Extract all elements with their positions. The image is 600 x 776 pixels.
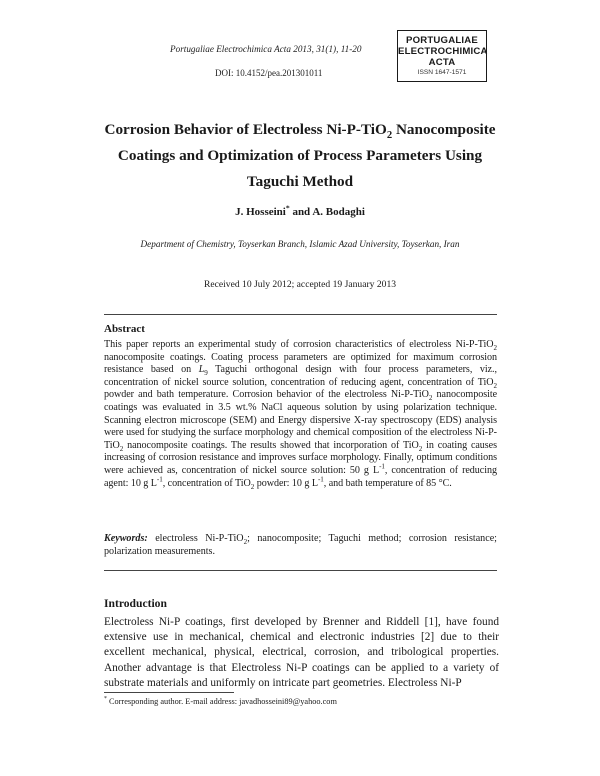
title-line-1: Corrosion Behavior of Electroless Ni-P-TiO$_2$ Nanocomposite bbox=[104, 121, 496, 142]
logo-line-2: ELECTROCHIMICA bbox=[398, 46, 488, 57]
title-line-3: Taguchi Method bbox=[246, 173, 354, 190]
keywords-bottom-rule bbox=[104, 570, 497, 571]
footnote-rule bbox=[104, 692, 234, 693]
abstract-body: This paper reports an experimental study of corrosion characteristics of electroless Ni-P-TiO$_2$ nanocomposite coatings. Coating process parameters are optimized for maximum corrosion resistance based on $L_9$ Taguchi orthogonal design with four process parameters, viz., concentration of nickel source solution, concentration of reducing agent, concentration of TiO$_2$ powder and bath temperature. Corrosion behavior of the electroless Ni-P-TiO$_2$ nanocomposite coatings was evaluated in 3.5 wt.% NaCl aqueous solution by using polarization technique. Scanning electron microscope (SEM) and Energy dispersive X-ray spectroscopy (EDS) analysis were used for studying the surface morphology and chemical composition of the electroless Ni-P-TiO$_2$ nanocomposite coatings. The results showed that incorporation of TiO$_2$ in coating causes increasing of corrosion resistance and improves surface morphology. Finally, optimum conditions were achieved as, concentration of nickel source solution: 50 g $L^{-1}$, concentration of reducing agent: 10 g $L^{-1}$, concentration of TiO$_2$ powder: 10 g $L^{-1}$, and bath temperature of 85 °C. bbox=[104, 339, 498, 491]
logo-line-3: ACTA bbox=[428, 57, 456, 68]
corresponding-mark: * bbox=[285, 203, 290, 213]
journal-citation: Portugaliae Electrochimica Acta 2013, 31(1), 11-20 bbox=[170, 44, 362, 54]
keywords: Keywords: electroless Ni-P-TiO$_2$; nanocomposite; Taguchi method; corrosion resistance; polarization measurements. bbox=[104, 533, 497, 557]
abstract-heading: Abstract bbox=[104, 323, 145, 335]
received-dates: Received 10 July 2012; accepted 19 January 2013 bbox=[203, 279, 397, 290]
introduction-body: Electroless Ni-P coatings, first developed by Brenner and Riddell [1], have found extensive use in mechanical, chemical and electronic industries [2] due to their excellent mechanical, physical, electrical, corrosion, and tribological properties. Another advantage is that Electroless Ni-P coatings can be applied to a variety of substrate materials and uniformly on intricate part geometries. Electroless Ni-P bbox=[104, 616, 499, 689]
journal-logo bbox=[397, 30, 487, 82]
author-list: J. Hosseini* and A. Bodaghi bbox=[235, 203, 365, 218]
abstract-top-rule bbox=[104, 314, 497, 315]
logo-line-1: PORTUGALIAE bbox=[405, 35, 479, 46]
footnote: * Corresponding author. E-mail address: javadhosseini89@yahoo.com bbox=[104, 696, 337, 706]
doi-line: DOI: 10.4152/pea.201301011 bbox=[215, 68, 323, 78]
logo-issn: ISSN 1647-1571 bbox=[417, 69, 467, 76]
introduction-heading: Introduction bbox=[104, 597, 167, 610]
paper-title bbox=[95, 117, 505, 195]
title-line-2: Coatings and Optimization of Process Parameters Using bbox=[117, 147, 483, 164]
keywords-label: Keywords: bbox=[104, 533, 148, 544]
affiliation: Department of Chemistry, Toyserkan Branch, Islamic Azad University, Toyserkan, Iran bbox=[140, 239, 460, 249]
